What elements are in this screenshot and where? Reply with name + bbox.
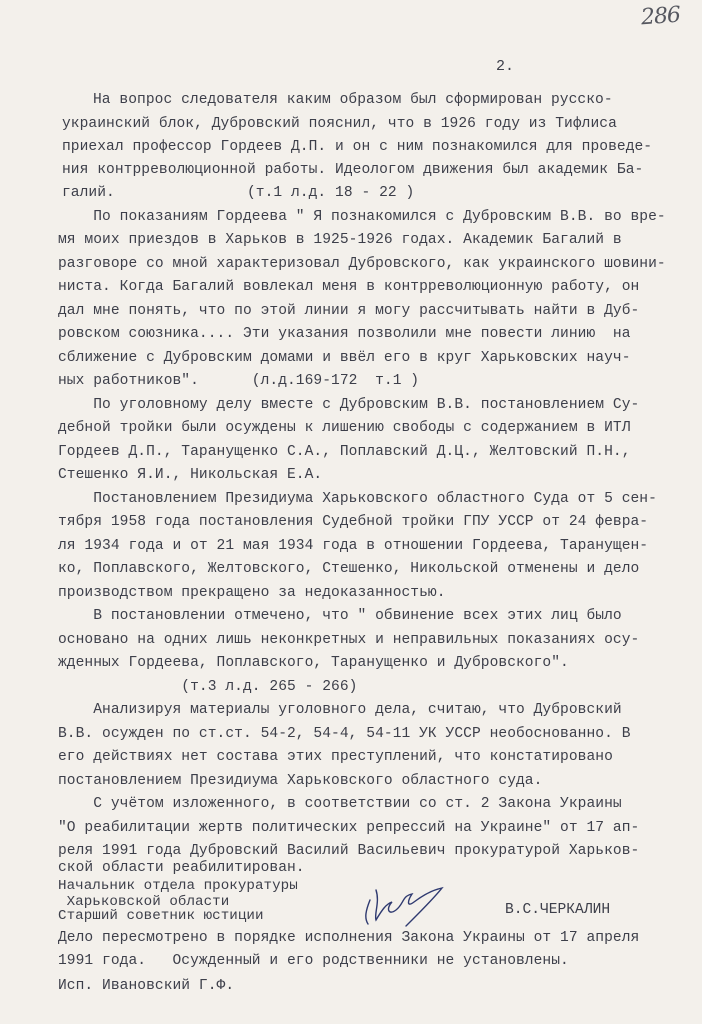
- executor: Исп. Ивановский Г.Ф.: [58, 978, 235, 994]
- body-line: Гордеев Д.П., Таранущенко С.А., Поплавский Д.Ц., Желтовский П.Н.,: [58, 444, 631, 460]
- body-line: сближение с Дубровским домами и ввёл его в круг Харьковских науч-: [58, 350, 631, 366]
- body-line: С учётом изложенного, в соответствии со ст. 2 Закона Украины: [58, 796, 622, 812]
- body-line: постановлением Президиума Харьковского областного суда.: [58, 773, 543, 789]
- body-line: "О реабилитации жертв политических репрессий на Украине" от 17 ап-: [58, 820, 640, 836]
- body-line: ния контрреволюционной работы. Идеологом движения был академик Бa-: [62, 162, 644, 178]
- handwritten-signature: [356, 880, 446, 928]
- body-line: реля 1991 года Дубровский Василий Васильевич прокуратурой Харьков-: [58, 843, 640, 859]
- closing-line: 1991 года. Осужденный и его родственники не установлены.: [58, 953, 569, 969]
- body-line: производством прекращено за недоказанностью.: [58, 585, 446, 601]
- body-line: По показаниям Гордеева " Я познакомился с Дубровским В.В. во вре-: [58, 209, 666, 225]
- body-line: Постановлением Президиума Харьковского областного Суда от 5 сен-: [58, 491, 657, 507]
- body-line: тября 1958 года постановления Судебной тройки ГПУ УССР от 24 февра-: [58, 514, 649, 530]
- body-line: основано на одних лишь неконкретных и неправильных показаниях осу-: [58, 632, 640, 648]
- signature-position-line: Старший советник юстиции: [58, 908, 264, 924]
- body-line: В.В. осужден по ст.ст. 54-2, 54-4, 54-11 УК УССР необоснованно. В: [58, 726, 631, 742]
- body-line: жденных Гордеева, Поплавского, Таранущенко и Дубровского".: [58, 655, 569, 671]
- signature-position-line: Начальник отдела прокуратуры: [58, 878, 298, 894]
- signer-name: В.С.ЧЕРКАЛИН: [505, 902, 611, 918]
- body-line: Стешенко Я.И., Никольская Е.А.: [58, 467, 323, 483]
- body-line: дебной тройки были осуждены к лишению свободы с содержанием в ИТЛ: [58, 420, 631, 436]
- body-line: ных работников". (л.д.169-172 т.1 ): [58, 373, 420, 389]
- page-number: 2.: [496, 58, 515, 75]
- body-line: (т.3 л.д. 265 - 266): [58, 679, 358, 695]
- body-line: Анализируя материалы уголовного дела, считаю, что Дубровский: [58, 702, 622, 718]
- closing-line: Дело пересмотрено в порядке исполнения Закона Украины от 17 апреля: [58, 930, 640, 946]
- body-line: В постановлении отмечено, что " обвинение всех этих лиц было: [58, 608, 622, 624]
- body-line: приехал профессор Гордеев Д.П. и он с ним познакомился для проведе-: [62, 139, 653, 155]
- archive-page-number: 286: [640, 2, 681, 31]
- body-line: ской области реабилитирован.: [58, 860, 305, 876]
- body-line: ко, Поплавского, Желтовского, Стешенко, Никольской отменены и дело: [58, 561, 640, 577]
- body-line: дал мне понять, что по этой линии я могу рассчитывать найти в Дуб-: [58, 303, 640, 319]
- body-line: На вопрос следователя каким образом был сформирован русско-: [93, 92, 613, 108]
- body-line: ровском союзника.... Эти указания позволили мне повести линию на: [58, 326, 631, 342]
- body-line: его действиях нет состава этих преступлений, что констатировано: [58, 749, 613, 765]
- body-line: ниста. Когда Багалий вовлекал меня в контрреволюционную работу, он: [58, 279, 640, 295]
- body-line: По уголовному делу вместе с Дубровским В.В. постановлением Су-: [58, 397, 640, 413]
- body-line: ля 1934 года и от 21 мая 1934 года в отношении Гордеева, Таранущен-: [58, 538, 649, 554]
- body-line: разговоре со мной характеризовал Дубровского, как украинского шовини-: [58, 256, 666, 272]
- signature-position-line: Харьковской области: [58, 894, 230, 910]
- body-line: мя моих приездов в Харьков в 1925-1926 годах. Академик Багалий в: [58, 232, 622, 248]
- body-line: украинский блок, Дубровский пояснил, что в 1926 году из Тифлиса: [62, 116, 617, 132]
- body-line: галий. (т.1 л.д. 18 - 22 ): [62, 185, 415, 201]
